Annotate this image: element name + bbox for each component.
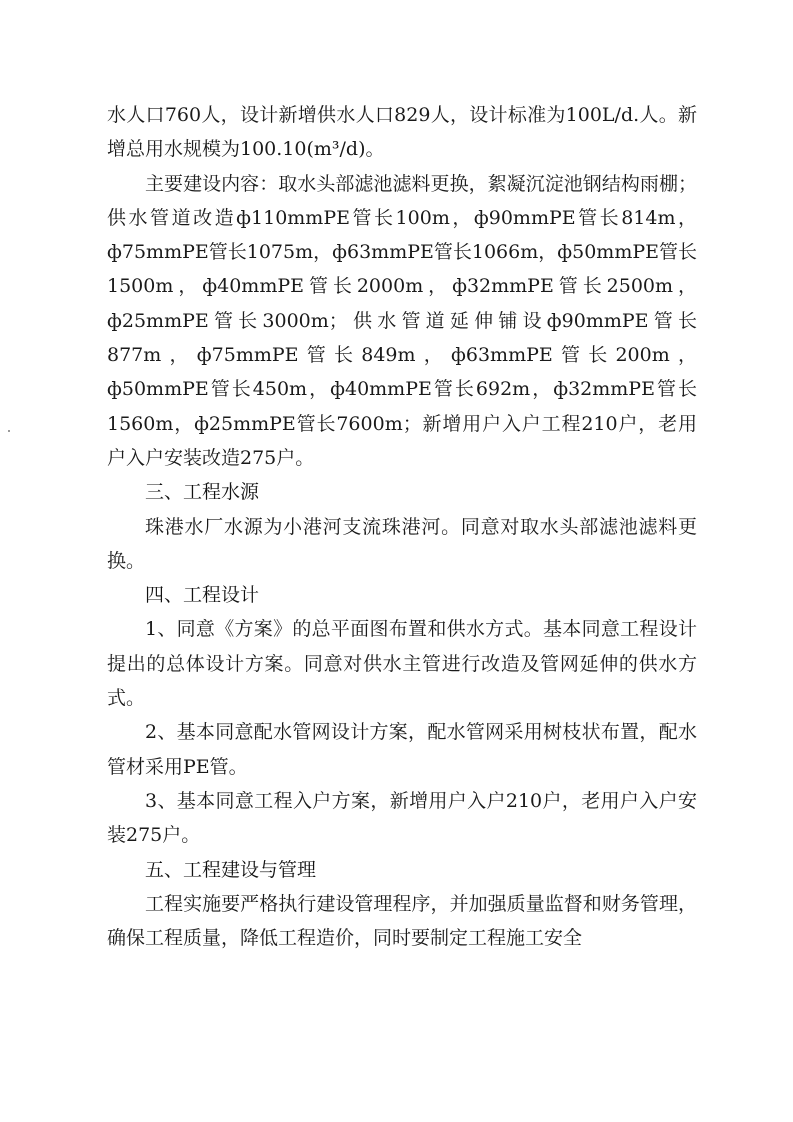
paragraph-main-construction: 主要建设内容：取水头部滤池滤料更换，絮凝沉淀池钢结构雨棚；供水管道改造ф110mmPE管长100m，ф90mmPE管长814m，ф75mmPE管长1075m，ф63mmPE管长1066m，ф50mmPE管长1500m，ф40mmPE管长2000m，ф32mmPE管长2500m，ф25mmPE管长3000m；供水管道延伸铺设ф90mmPE管长877m，ф75mmPE管长849m，ф63mmPE管长200m，ф50mmPE管长450m，ф40mmPE管长692m，ф32mmPE管长1560m，ф25mmPE管长7600m；新增用户入户工程210户，老用户入户安装改造275户。 [107,172,697,469]
paragraph-water-source: 珠港水厂水源为小港河支流珠港河。同意对取水头部滤池滤料更换。 [107,515,697,572]
paragraph-construction-management: 工程实施要严格执行建设管理程序，并加强质量监督和财务管理，确保工程质量，降低工程造价，同时要制定工程施工安全 [107,892,697,950]
paragraph-design-2: 2、基本同意配水管网设计方案，配水管网采用树枝状布置，配水管材采用PE管。 [107,721,697,778]
paragraph-design-1: 1、同意《方案》的总平面图布置和供水方式。基本同意工程设计提出的总体设计方案。同意对供水主管进行改造及管网延伸的供水方式。 [107,618,697,710]
paragraph-design-3: 3、基本同意工程入户方案，新增用户入户210户，老用户入户安装275户。 [107,789,697,847]
document-page [107,98,697,955]
section-heading-engineering-design: 四、工程设计 [145,584,260,607]
scan-mark [8,430,10,432]
section-heading-water-source: 三、工程水源 [145,481,260,504]
paragraph-population-continued: 水人口760人，设计新增供水人口829人，设计标准为100L/d.人。新增总用水规模为100.10(m³/d)。 [107,104,697,161]
section-heading-construction-management: 五、工程建设与管理 [145,858,317,881]
